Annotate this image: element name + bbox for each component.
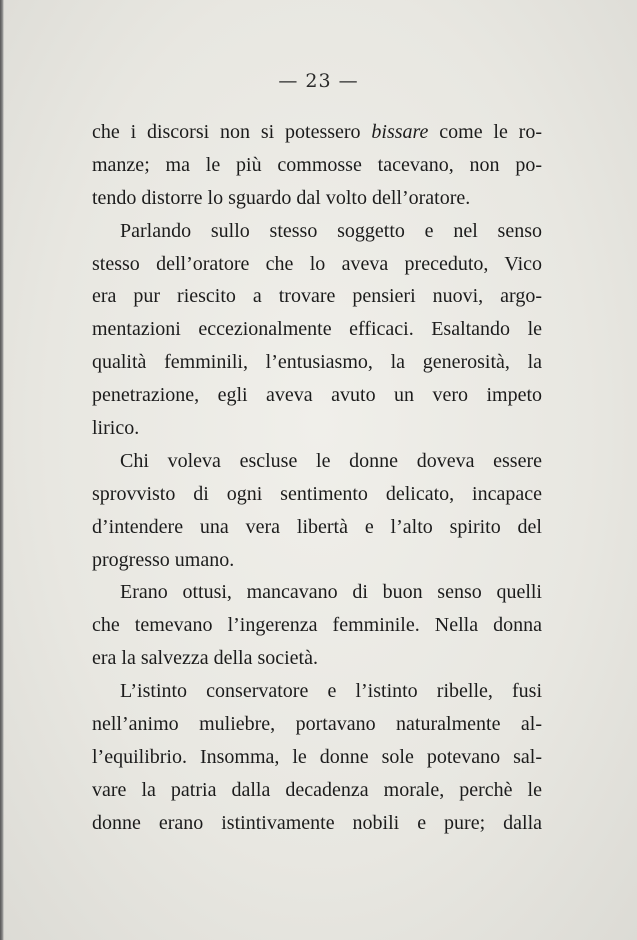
text-line: sprovvisto di ogni sentimento delicato, incapace (92, 482, 542, 505)
text-line: era pur riescito a trovare pensieri nuovi, argo- (92, 285, 542, 308)
text-line: l’equilibrio. Insomma, le donne sole potevano sal- (92, 745, 542, 768)
text-line: progresso umano. (92, 548, 235, 571)
text-line: che i discorsi non si potessero bissare come le ro- (92, 121, 542, 143)
page-number: — 23 — (278, 70, 359, 92)
text-line: qualità femminili, l’entusiasmo, la generosità, la (92, 351, 542, 374)
text-line: stesso dell’oratore che lo aveva preceduto, Vico (92, 252, 542, 275)
text-line: donne erano istintivamente nobili e pure; dalla (92, 811, 542, 834)
text-line: lirico. (92, 417, 140, 440)
text-line: Chi voleva escluse le donne doveva essere (120, 449, 542, 472)
text-line: tendo distorre lo sguardo dal volto dell’oratore. (92, 186, 471, 209)
text-line: d’intendere una vera libertà e l’alto spirito del (92, 515, 542, 538)
text-line: penetrazione, egli aveva avuto un vero impeto (92, 384, 542, 407)
page-left-edge-shadow (0, 0, 4, 940)
text-line: nell’animo muliebre, portavano naturalmente al- (92, 713, 542, 736)
text-line: L’istinto conservatore e l’istinto ribelle, fusi (120, 680, 542, 703)
text-line: mentazioni eccezionalmente efficaci. Esaltando le (92, 318, 542, 341)
text-line: era la salvezza della società. (92, 647, 318, 670)
text-line: che temevano l’ingerenza femminile. Nella donna (92, 614, 542, 637)
text-line: Parlando sullo stesso soggetto e nel senso (120, 219, 542, 242)
body-text (92, 116, 542, 840)
text-line: vare la patria dalla decadenza morale, perchè le (92, 778, 542, 801)
text-line: Erano ottusi, mancavano di buon senso quelli (120, 581, 542, 604)
italic-word: bissare (371, 121, 429, 143)
text-line: manze; ma le più commosse tacevano, non po- (92, 153, 542, 176)
